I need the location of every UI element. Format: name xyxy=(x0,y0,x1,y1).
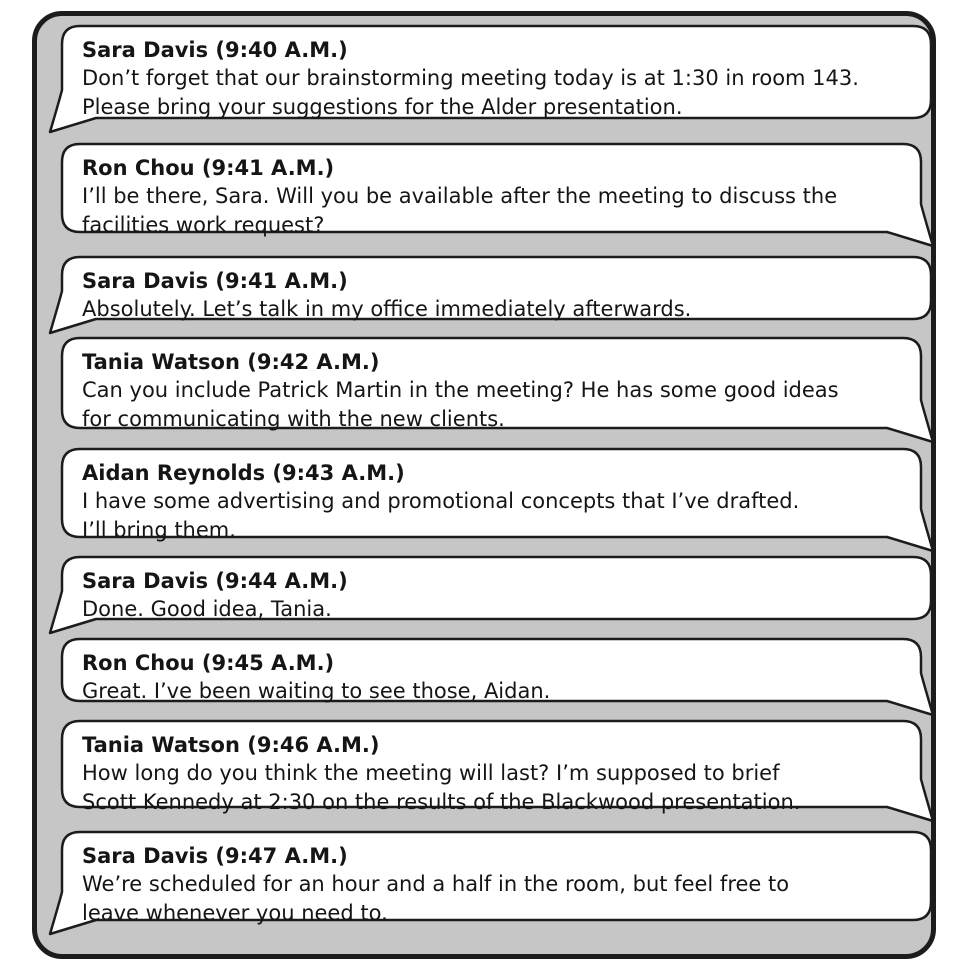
message-sender: Sara Davis (9:41 A.M.) xyxy=(82,269,348,293)
message-sender: Sara Davis (9:40 A.M.) xyxy=(82,38,348,62)
message-bubble xyxy=(48,338,935,444)
message-sender: Tania Watson (9:42 A.M.) xyxy=(82,350,380,374)
message-bubble xyxy=(48,832,935,936)
message-sender: Tania Watson (9:46 A.M.) xyxy=(82,733,380,757)
message-text: Done. Good idea, Tania. xyxy=(82,597,332,621)
message-text: Don’t forget that our brainstorming meeting today is at 1:30 in room 143. Please bring your suggestions for the Alder presentation. xyxy=(82,66,859,119)
message-bubble xyxy=(48,721,935,823)
message-sender: Ron Chou (9:41 A.M.) xyxy=(82,156,335,180)
message-text: How long do you think the meeting will last? I’m supposed to brief Scott Kennedy at 2:30 on the results of the Blackwood presentation. xyxy=(82,761,801,814)
message-text: Can you include Patrick Martin in the meeting? He has some good ideas for communicating with the new clients. xyxy=(82,378,839,431)
message-bubble xyxy=(48,449,935,553)
message-sender: Ron Chou (9:45 A.M.) xyxy=(82,651,335,675)
message-bubble xyxy=(48,144,935,248)
message-text: Great. I’ve been waiting to see those, Aidan. xyxy=(82,679,551,703)
message-text: We’re scheduled for an hour and a half in the room, but feel free to leave whenever you need to. xyxy=(82,872,790,925)
message-sender: Sara Davis (9:47 A.M.) xyxy=(82,844,348,868)
message-bubble xyxy=(48,557,935,635)
message-sender: Sara Davis (9:44 A.M.) xyxy=(82,569,348,593)
message-text: I have some advertising and promotional concepts that I’ve drafted. I’ll bring them. xyxy=(82,489,800,542)
message-sender: Aidan Reynolds (9:43 A.M.) xyxy=(82,461,405,485)
message-bubble xyxy=(48,639,935,717)
message-bubble xyxy=(48,257,935,335)
message-bubble xyxy=(48,26,935,134)
message-text: Absolutely. Let’s talk in my office immediately afterwards. xyxy=(82,297,692,321)
message-text: I’ll be there, Sara. Will you be available after the meeting to discuss the facilities work request? xyxy=(82,184,838,237)
